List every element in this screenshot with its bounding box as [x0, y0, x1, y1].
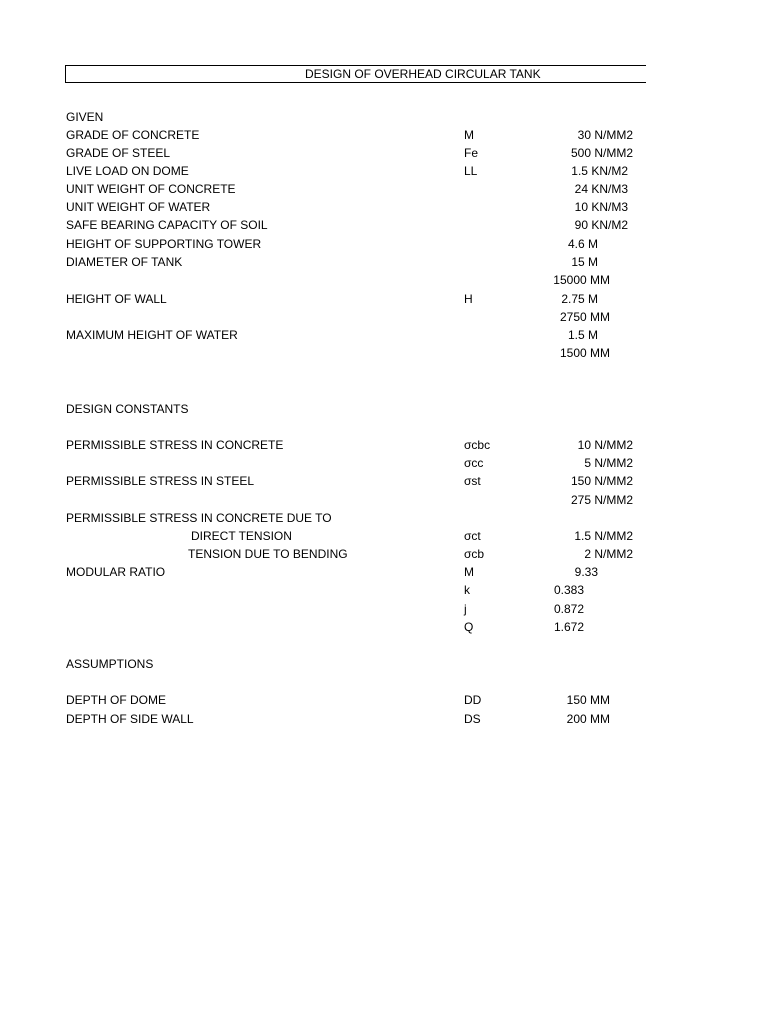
constants-label: DIRECT TENSION [191, 529, 292, 543]
assumptions-symbol: DD [464, 693, 482, 707]
document-title: DESIGN OF OVERHEAD CIRCULAR TANK [305, 67, 541, 81]
given-label: HEIGHT OF WALL [66, 292, 167, 306]
given-value: 2750 MM [559, 310, 610, 324]
given-value: 1.5 KN/M2 [571, 164, 628, 178]
given-label: HEIGHT OF SUPPORTING TOWER [66, 237, 262, 251]
constants-symbol: k [464, 583, 470, 597]
given-label: UNIT WEIGHT OF WATER [66, 200, 211, 214]
given-label: GRADE OF CONCRETE [66, 128, 200, 142]
constants-symbol: σcbc [464, 438, 491, 452]
assumptions-value: 150 MM [566, 693, 610, 707]
constants-value: 0.872 [553, 602, 584, 616]
constants-value: 2 N/MM2 [584, 547, 633, 561]
given-label: LIVE LOAD ON DOME [66, 164, 189, 178]
section-heading-given: GIVEN [66, 110, 104, 124]
given-value: 1.5 M [567, 328, 598, 342]
constants-value: 0.383 [553, 583, 584, 597]
given-label: SAFE BEARING CAPACITY OF SOIL [66, 218, 268, 232]
constants-symbol: M [464, 565, 474, 579]
given-value: 15 M [571, 255, 598, 269]
given-value: 4.6 M [567, 237, 598, 251]
section-heading-assumptions: ASSUMPTIONS [66, 657, 154, 671]
given-symbol: Fe [464, 146, 479, 160]
assumptions-label: DEPTH OF SIDE WALL [66, 712, 194, 726]
given-value: 30 N/MM2 [577, 128, 633, 142]
constants-symbol: j [464, 602, 467, 616]
constants-symbol: σct [464, 529, 481, 543]
constants-value: 1.5 N/MM2 [574, 529, 633, 543]
given-value: 500 N/MM2 [570, 146, 633, 160]
given-label: MAXIMUM HEIGHT OF WATER [66, 328, 238, 342]
given-value: 1500 MM [559, 346, 610, 360]
constants-value: 1.672 [553, 620, 584, 634]
given-value: 2.75 M [561, 292, 598, 306]
given-label: DIAMETER OF TANK [66, 255, 183, 269]
assumptions-label: DEPTH OF DOME [66, 693, 167, 707]
constants-value: 9.33 [574, 565, 598, 579]
given-label: GRADE OF STEEL [66, 146, 171, 160]
constants-label: PERMISSIBLE STRESS IN CONCRETE [66, 438, 284, 452]
constants-label: PERMISSIBLE STRESS IN STEEL [66, 474, 255, 488]
assumptions-value: 200 MM [566, 712, 610, 726]
assumptions-symbol: DS [464, 712, 481, 726]
constants-label: PERMISSIBLE STRESS IN CONCRETE DUE TO [66, 511, 332, 525]
given-value: 10 KN/M3 [574, 200, 628, 214]
given-label: UNIT WEIGHT OF CONCRETE [66, 182, 236, 196]
constants-symbol: σcc [464, 456, 484, 470]
constants-symbol: σst [464, 474, 481, 488]
constants-value: 150 N/MM2 [570, 474, 633, 488]
constants-symbol: Q [464, 620, 474, 634]
constants-value: 10 N/MM2 [577, 438, 633, 452]
constants-value: 275 N/MM2 [570, 493, 633, 507]
constants-value: 5 N/MM2 [584, 456, 633, 470]
given-value: 24 KN/M3 [574, 182, 628, 196]
given-symbol: M [464, 128, 474, 142]
constants-label: MODULAR RATIO [66, 565, 166, 579]
given-value: 15000 MM [553, 273, 610, 287]
section-heading-constants: DESIGN CONSTANTS [66, 402, 189, 416]
constants-label: TENSION DUE TO BENDING [188, 547, 348, 561]
given-value: 90 KN/M2 [574, 218, 628, 232]
constants-symbol: σcb [464, 547, 485, 561]
given-symbol: LL [464, 164, 478, 178]
given-symbol: H [464, 292, 473, 306]
